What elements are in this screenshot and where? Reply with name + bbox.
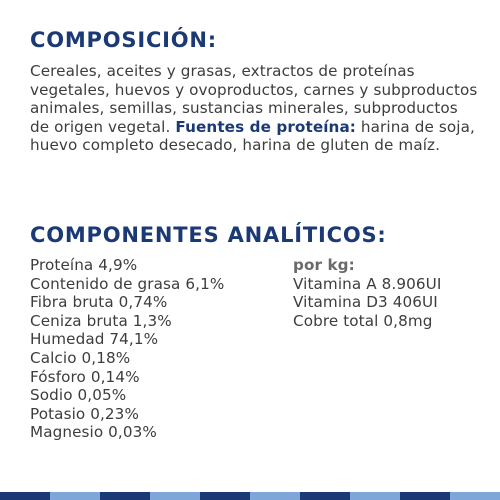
composition-ingredients-text: Cereales, aceites y grasas, extractos de proteínas vegetales, huevos y ovoproductos, carnes y subproductos animales, semillas, sustancias minerales, subproductos de origen vegetal. bbox=[30, 62, 478, 136]
composition-body bbox=[30, 62, 480, 155]
bottom-bar-segment bbox=[350, 492, 400, 500]
protein-sources-label: Fuentes de proteína: bbox=[175, 117, 356, 136]
bottom-bar-segment bbox=[250, 492, 300, 500]
bottom-bar-segment bbox=[300, 492, 350, 500]
bottom-bar-segment bbox=[100, 492, 150, 500]
additive-item-vitamin-d3: Vitamina D3 406UI bbox=[293, 293, 438, 312]
analytics-heading: COMPONENTES ANALÍTICOS: bbox=[30, 223, 387, 247]
analytics-left-list bbox=[30, 256, 280, 442]
bottom-bar-segment bbox=[50, 492, 100, 500]
bottom-color-bar bbox=[0, 492, 500, 500]
bottom-bar-segment bbox=[400, 492, 450, 500]
per-kg-label: por kg: bbox=[293, 256, 355, 274]
analytic-item-fat: Contenido de grasa 6,1% bbox=[30, 274, 225, 293]
analytic-item-moisture: Humedad 74,1% bbox=[30, 330, 159, 349]
additive-item-copper: Cobre total 0,8mg bbox=[293, 311, 433, 330]
analytic-item-phosphorus: Fósforo 0,14% bbox=[30, 367, 140, 386]
bottom-bar-segment bbox=[150, 492, 200, 500]
bottom-bar-segment bbox=[450, 492, 500, 500]
analytic-item-fibre: Fibra bruta 0,74% bbox=[30, 293, 168, 312]
analytic-item-potassium: Potasio 0,23% bbox=[30, 404, 139, 423]
additive-item-vitamin-a: Vitamina A 8.906UI bbox=[293, 274, 442, 293]
protein-sources-text: harina de soja, huevo completo desecado, harina de gluten de maíz. bbox=[30, 117, 475, 155]
analytic-item-magnesium: Magnesio 0,03% bbox=[30, 423, 157, 442]
analytic-item-sodium: Sodio 0,05% bbox=[30, 386, 127, 405]
analytic-item-ash: Ceniza bruta 1,3% bbox=[30, 311, 172, 330]
composition-heading: COMPOSICIÓN: bbox=[30, 28, 217, 52]
bottom-bar-segment bbox=[0, 492, 50, 500]
analytic-item-calcium: Calcio 0,18% bbox=[30, 348, 131, 367]
analytics-right-list bbox=[293, 256, 483, 330]
analytic-item-protein: Proteína 4,9% bbox=[30, 256, 138, 274]
bottom-bar-segment bbox=[200, 492, 250, 500]
